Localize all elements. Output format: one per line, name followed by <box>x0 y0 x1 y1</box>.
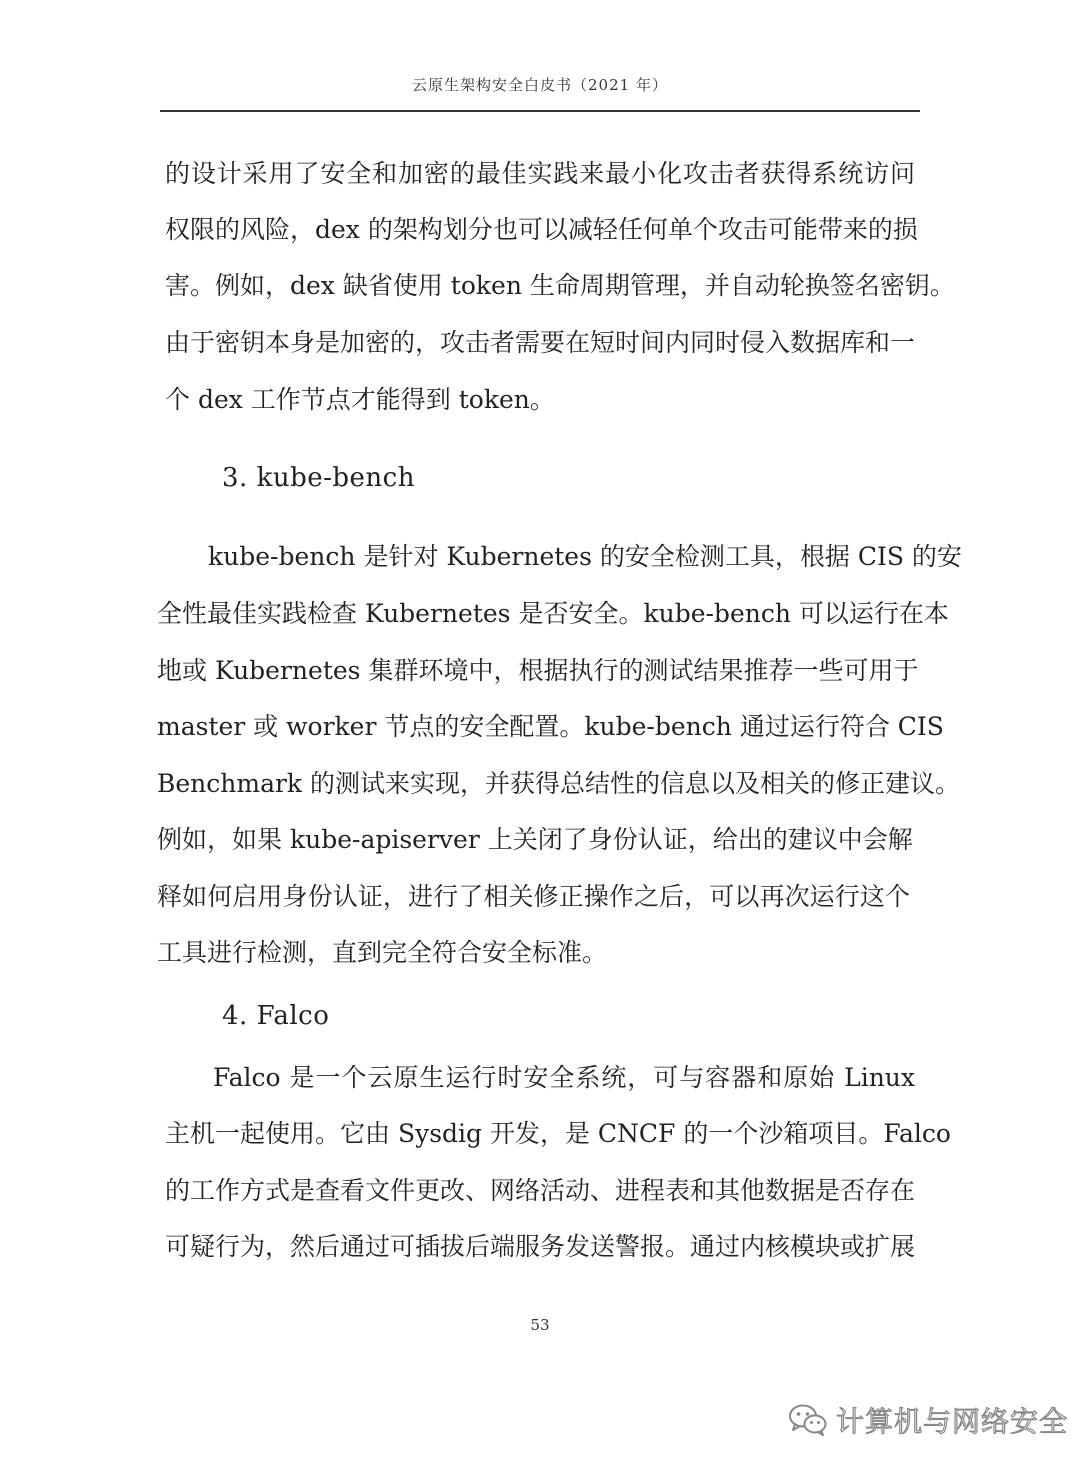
page-number: 53 <box>530 1316 550 1334</box>
text-line: 的设计采用了安全和加密的最佳实践来最小化攻击者获得系统访问 <box>165 159 915 188</box>
header-divider <box>160 110 920 112</box>
text-line: 全性最佳实践检查 Kubernetes 是否安全。kube-bench 可以运行在本 <box>157 599 949 628</box>
text-line: 由于密钥本身是加密的，攻击者需要在短时间内同时侵入数据库和一 <box>165 328 916 357</box>
text-line: Benchmark 的测试来实现，并获得总结性的信息以及相关的修正建议。 <box>157 769 961 798</box>
text-line: 地或 Kubernetes 集群环境中，根据执行的测试结果推荐一些可用于 <box>157 656 919 685</box>
text-line: 工具进行检测，直到完全符合安全标准。 <box>157 938 608 967</box>
section-heading-falco: 4. Falco <box>222 1001 330 1031</box>
text-line: 害。例如，dex 缺省使用 token 生命周期管理，并自动轮换签名密钥。 <box>165 271 955 300</box>
watermark <box>788 1398 1068 1442</box>
watermark-text: 计算机与网络安全 <box>836 1405 1069 1438</box>
text-line: 权限的风险，dex 的架构划分也可以减轻任何单个攻击可能带来的损 <box>165 215 918 244</box>
text-line: 个 dex 工作节点才能得到 token。 <box>165 385 555 414</box>
text-line: master 或 worker 节点的安全配置。kube-bench 通过运行符合 CIS <box>157 712 944 741</box>
text-line: 的工作方式是查看文件更改、网络活动、进程表和其他数据是否存在 <box>165 1176 916 1205</box>
header-title: 云原生架构安全白皮书（2021 年） <box>412 76 668 94</box>
text-line: Falco 是一个云原生运行时安全系统，可与容器和原始 Linux <box>213 1063 915 1092</box>
text-line: 例如，如果 kube-apiserver 上关闭了身份认证，给出的建议中会解 <box>157 825 913 854</box>
text-line: 可疑行为，然后通过可插拔后端服务发送警报。通过内核模块或扩展 <box>165 1232 916 1261</box>
text-line: kube-bench 是针对 Kubernetes 的安全检测工具，根据 CIS 的安 <box>208 542 962 571</box>
text-line: 主机一起使用。它由 Sysdig 开发，是 CNCF 的一个沙箱项目。Falco <box>165 1119 951 1148</box>
section-heading-kube-bench: 3. kube-bench <box>222 463 415 493</box>
wechat-icon <box>788 1403 828 1437</box>
text-line: 释如何启用身份认证，进行了相关修正操作之后，可以再次运行这个 <box>157 882 910 911</box>
